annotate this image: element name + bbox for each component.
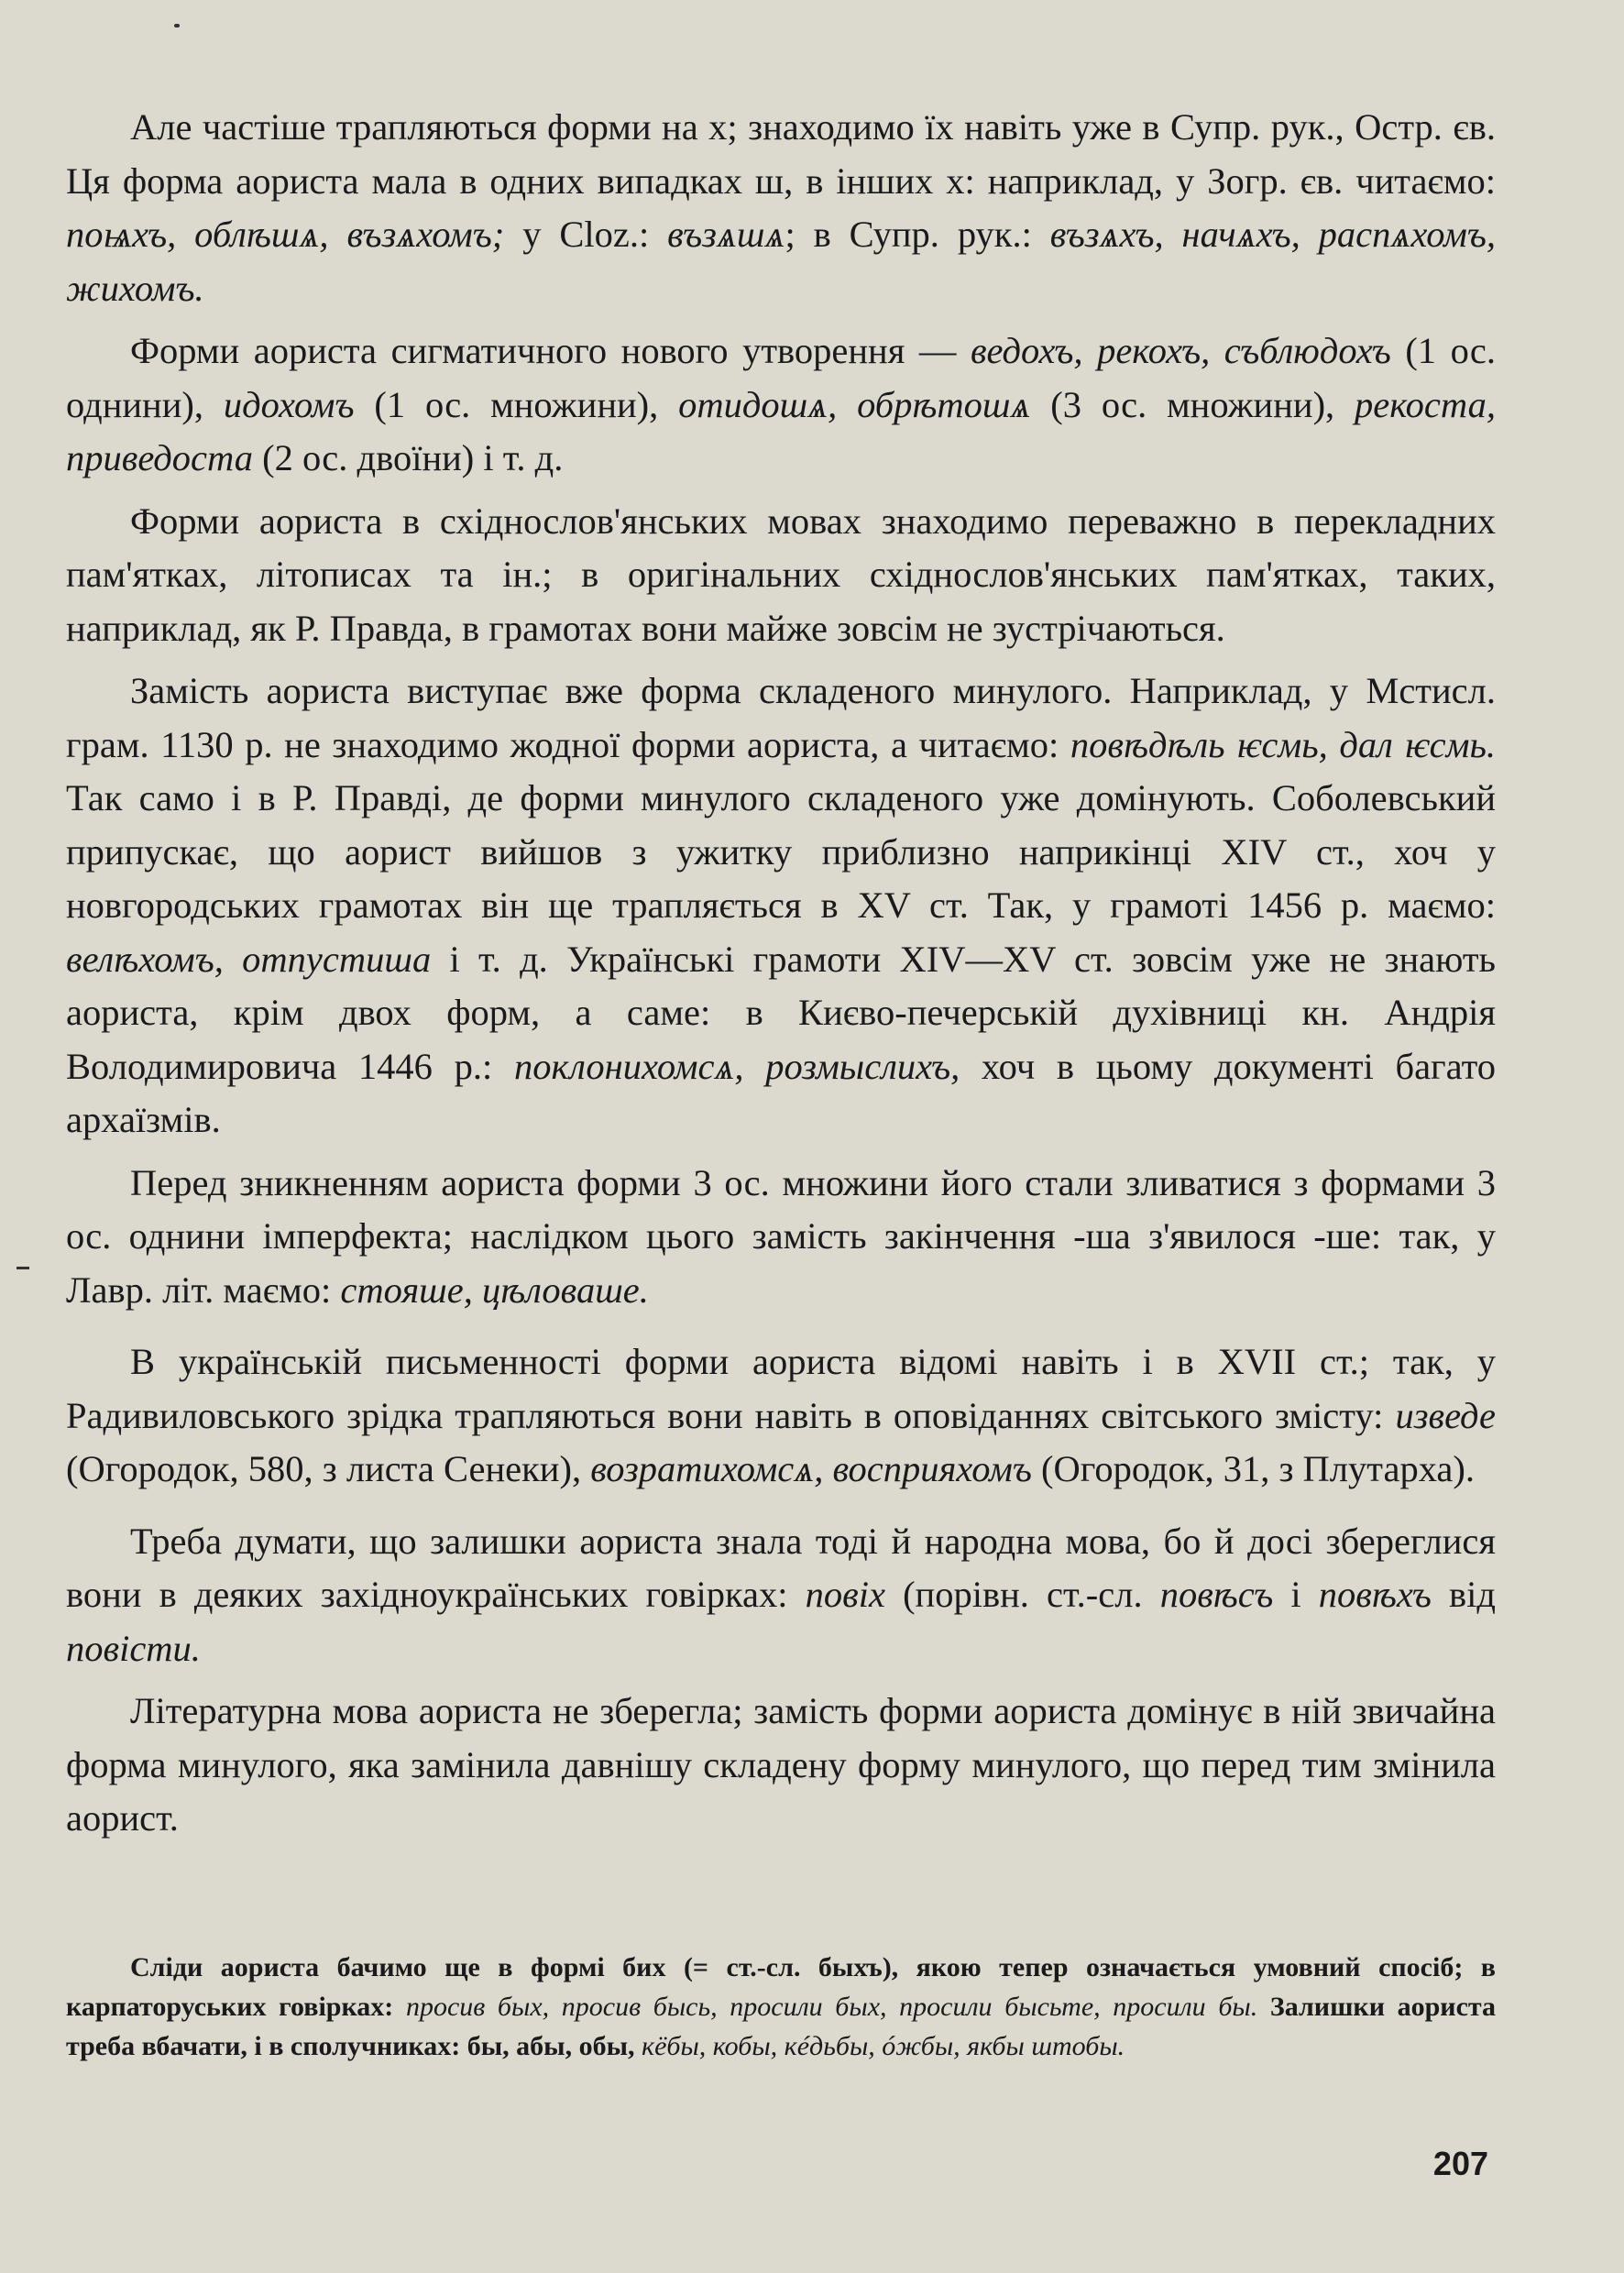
text-segment: і т. д. Українські грамоти XIV—XV ст. зовсім уже не знають аориста, крім двох форм, а саме: в Києво-печерській духівниці кн. Андрія Володимировича 1446 р.:: [66, 938, 1497, 1087]
italic-segment: велѣхомъ, отпустиша: [66, 938, 432, 980]
italic-segment: кёбы, кобы, кéдьбы, óжбы, якбы штобы.: [642, 2031, 1125, 2061]
text-segment: у Cloz.:: [504, 214, 668, 255]
italic-segment: повіх: [805, 1574, 885, 1615]
italic-segment: изведе: [1395, 1394, 1496, 1436]
italic-segment: повісти.: [66, 1627, 201, 1669]
paragraph: [66, 1157, 1496, 1318]
italic-segment: ведохъ, рекохъ, съблюдохъ: [970, 330, 1391, 371]
text-segment: Треба думати, що залишки аориста знала тоді й народна мова, бо й досі збереглися вони в деяких західноукраїнських говірках:: [66, 1520, 1496, 1615]
text-segment: (1 ос. однини),: [66, 330, 1496, 425]
page-number: 207: [1432, 2145, 1488, 2182]
text-segment: ; в Супр. рук.:: [785, 214, 1050, 255]
paragraph: [66, 101, 1496, 315]
text-segment: і: [1273, 1574, 1319, 1615]
text-segment: Але частіше трапляються форми на х; знаходимо їх навіть уже в Супр. рук., Остр. єв. Ця форма аориста мала в одних випадках ш, в інших х: наприклад, у Зогр. єв. читаємо:: [66, 106, 1496, 202]
paragraph: [66, 1685, 1496, 1846]
italic-segment: идохомъ: [223, 383, 355, 425]
footnote-text: [66, 1948, 1496, 2066]
text-segment: Замість аориста виступає вже форма складеного минулого. Наприклад, у Мстисл. грам. 1130 р. не знаходимо жодної форми аориста, а читаємо:: [66, 670, 1496, 765]
italic-segment: поѩхъ, облѣшѧ, възѧхомъ;: [66, 214, 505, 255]
print-speck: [174, 24, 180, 27]
text-segment: Літературна мова аориста не зберегла; замість форми аориста домінує в ній звичайна форма минулого, яка замінила давнішу складену форму минулого, що перед тим змінила аорист.: [66, 1690, 1496, 1839]
italic-segment: повѣдѣль ѥсмь, дал ѥсмь.: [1070, 723, 1496, 765]
text-segment: (Огородок, 31, з Плутарха).: [1031, 1448, 1475, 1489]
text-segment: Форми аориста в східнослов'янських мовах знаходимо переважно в перекладних пам'ятках, літописах та ін.; в оригінальних східнослов'янських пам'ятках, таких, наприклад, як Р. Правда, в грамотах вони майже зовсім не зустрічаються.: [66, 500, 1496, 649]
footnote: [66, 1948, 1496, 2066]
text-segment: хоч в цьому документі багато архаїзмів.: [66, 1045, 1497, 1140]
text-segment: (Огородок, 580, з листа Сенеки),: [66, 1448, 591, 1489]
italic-segment: повѣхъ: [1318, 1574, 1432, 1615]
text-segment: Сліди аориста бачимо ще в формі бих (= ст.-сл. быхъ), якою тепер означається умовний спосіб; в карпаторуських говірках:: [66, 1952, 1496, 2022]
text-segment: (3 ос. множини),: [1030, 383, 1355, 425]
italic-segment: просив бых, просив бысь, просили бых, просили бысьте, просили бы.: [405, 1992, 1258, 2022]
paragraph: [66, 1515, 1496, 1676]
text-segment: Залишки аориста треба вбачати, і в сполучниках: бы, абы, обы,: [66, 1992, 1497, 2061]
italic-segment: отидошѧ, обрѣтошѧ: [678, 383, 1031, 425]
paragraph: [66, 324, 1496, 486]
text-segment: (2 ос. двоїни) і т. д.: [253, 437, 564, 478]
italic-segment: възѧшѧ: [667, 214, 785, 255]
text-segment: Так само і в Р. Правді, де форми минулого складеного уже домінують. Соболевський припускає, що аорист вийшов з ужитку приблизно наприкінці XIV ст., хоч у новгородських грамотах він ще трапляється в XV ст. Так, у грамоті 1456 р. маємо:: [66, 777, 1496, 926]
text-segment: (1 ос. множини),: [354, 383, 679, 425]
paragraph: [66, 495, 1496, 656]
main-text: [66, 101, 1496, 1855]
text-segment: від: [1431, 1574, 1496, 1615]
text-segment: (порівн. ст.-сл.: [884, 1574, 1160, 1615]
margin-mark: [16, 1267, 29, 1269]
paragraph: [66, 1335, 1496, 1497]
italic-segment: рекоста, приведоста: [66, 383, 1496, 478]
italic-segment: повѣсъ: [1159, 1574, 1274, 1615]
text-segment: Форми аориста сигматичного нового утворення —: [130, 330, 971, 371]
italic-segment: възѧхъ, начѧхъ, распѧхомъ, жихомъ.: [66, 214, 1496, 309]
paragraph: [66, 664, 1496, 1147]
text-segment: Перед зникненням аориста форми 3 ос. множини його стали зливатися з формами 3 ос. однини імперфекта; наслідком цього замість закінчення -ша з'явилося -ше: так, у Лавр. літ. маємо:: [66, 1161, 1496, 1311]
italic-segment: возратихомсѧ, восприяхомъ: [590, 1448, 1032, 1489]
italic-segment: стояше, цѣловаше.: [340, 1268, 649, 1311]
text-segment: В українській письменності форми аориста відомі навіть і в XVII ст.; так, у Радивиловського зрідка трапляються вони навіть в оповіданнях світського змісту:: [66, 1341, 1496, 1436]
italic-segment: поклонихомсѧ, розмыслихъ,: [513, 1045, 960, 1087]
